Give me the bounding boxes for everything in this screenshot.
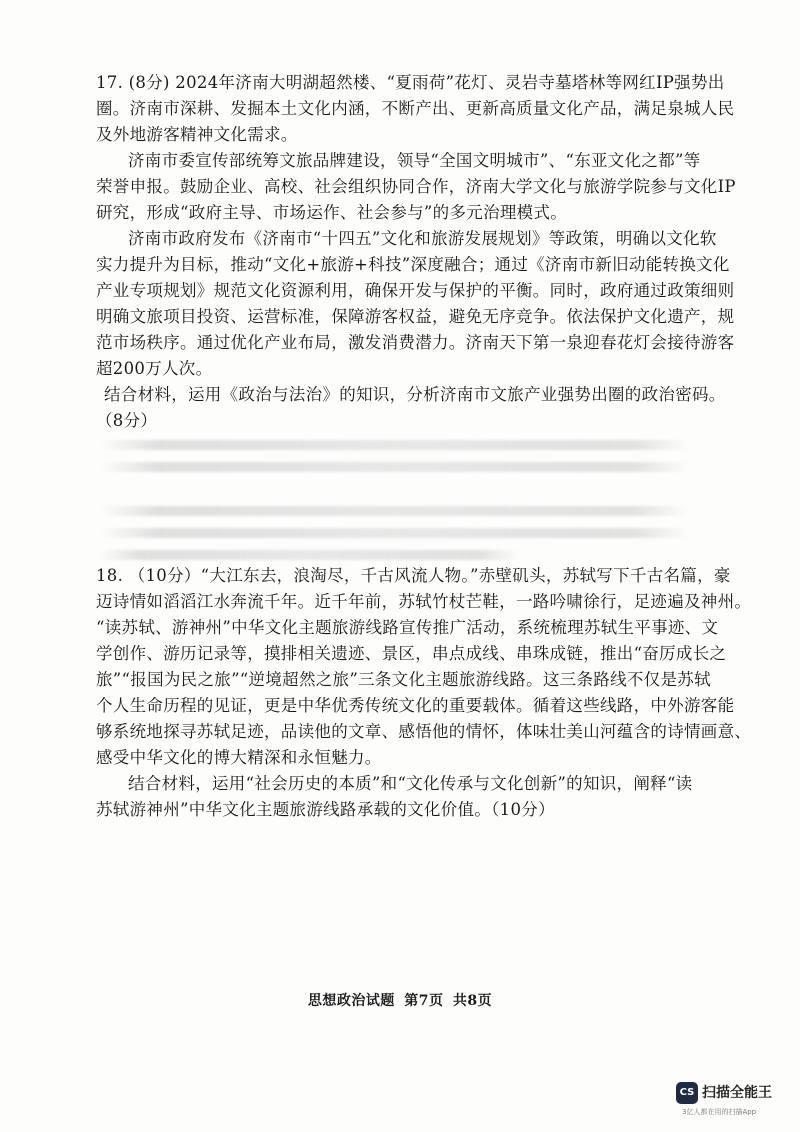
q18-line: 18. （10分）“大江东去，浪淘尽，千古风流人物。”赤壁矶头，苏轼写下千古名篇，豪 [96, 566, 731, 585]
camscanner-logo-icon: CS [676, 1082, 698, 1104]
q18-line: 够系统地探寻苏轼足迹，品读他的文章、感悟他的情怀，体味壮美山河蕴含的诗情画意、 [96, 722, 752, 741]
q17-score: （8分） [96, 411, 158, 430]
footer-subject: 思想政治试题 [307, 993, 395, 1009]
q18-line: 学创作、游历记录等，摸排相关遗迹、景区，串点成线、串珠成链，推出“奋厉成长之 [96, 644, 727, 663]
q18-line: 个人生命历程的见证，更是中华优秀传统文化的重要载体。循着这些线路，中外游客能 [96, 696, 735, 715]
q17-line: 荣誉申报。鼓励企业、高校、社会组织协同合作，济南大学文化与旅游学院参与文化IP [96, 177, 736, 196]
q17-line: 产业专项规划》规范文化资源利用，确保开发与保护的平衡。同时，政府通过政策细则 [96, 281, 735, 300]
q17-line: 济南市政府发布《济南市“十四五”文化和旅游发展规划》等政策，明确以文化软 [128, 229, 717, 248]
q18-line: 旅”“报国为民之旅”“逆境超然之旅”三条文化主题旅游线路。这三条路线不仅是苏轼 [96, 670, 711, 689]
question-18 [96, 563, 752, 823]
q18-line: 感受中华文化的博大精深和永恒魅力。 [96, 748, 382, 767]
q17-line: 济南市委宣传部统筹文旅品牌建设，领导“全国文明城市”、“东亚文化之都”等 [128, 151, 701, 170]
q18-line: “读苏轼、游神州”中华文化主题旅游线路宣传推广活动，系统梳理苏轼生平事迹、文 [96, 618, 719, 637]
question-17 [96, 70, 736, 434]
q17-line: 明确文旅项目投资、运营标准，保障游客权益，避免无序竞争。依法保护文化遗产，规 [96, 307, 735, 326]
q18-line: 迈诗情如滔滔江水奔流千年。近千年前，苏轼竹杖芒鞋，一路吟啸徐行，足迹遍及神州。 [96, 592, 752, 611]
q17-line: 圈。济南市深耕、发掘本土文化内涵，不断产出、更新高质量文化产品，满足泉城人民 [96, 99, 735, 118]
q17-line: 17. (8分) 2024年济南大明湖超然楼、“夏雨荷”花灯、灵岩寺墓塔林等网红IP强势出 [96, 73, 725, 92]
q17-line: 及外地游客精神文化需求。 [96, 125, 298, 144]
bleed-through-mark [100, 550, 520, 560]
page-footer [0, 990, 800, 1010]
q17-line: 超200万人次。 [96, 359, 213, 378]
bleed-through-mark [100, 528, 690, 538]
footer-total: 共8页 [452, 993, 493, 1009]
watermark-title: 扫描全能王 [702, 1085, 772, 1101]
q17-line: 研究，形成“政府主导、市场运作、社会参与”的多元治理模式。 [96, 203, 568, 222]
q18-prompt: 苏轼游神州”中华文化主题旅游线路承载的文化价值。（10分） [96, 800, 555, 819]
footer-page: 第7页 [404, 993, 444, 1009]
q17-prompt: 结合材料，运用《政治与法治》的知识，分析济南市文旅产业强势出圈的政治密码。 [104, 385, 726, 404]
bleed-through-mark [100, 506, 690, 516]
scanner-watermark [676, 1080, 786, 1120]
watermark-subtitle: 3亿人都在用的扫描App [682, 1108, 757, 1116]
bleed-through-mark [100, 462, 690, 472]
bleed-through-mark [100, 440, 690, 450]
q18-prompt: 结合材料，运用“社会历史的本质”和“文化传承与文化创新”的知识，阐释“读 [128, 774, 693, 793]
q17-line: 范市场秩序。通过优化产业布局，激发消费潜力。济南天下第一泉迎春花灯会接待游客 [96, 333, 735, 352]
q17-line: 实力提升为目标，推动“文化+旅游+科技”深度融合；通过《济南市新旧动能转换文化 [96, 255, 730, 274]
